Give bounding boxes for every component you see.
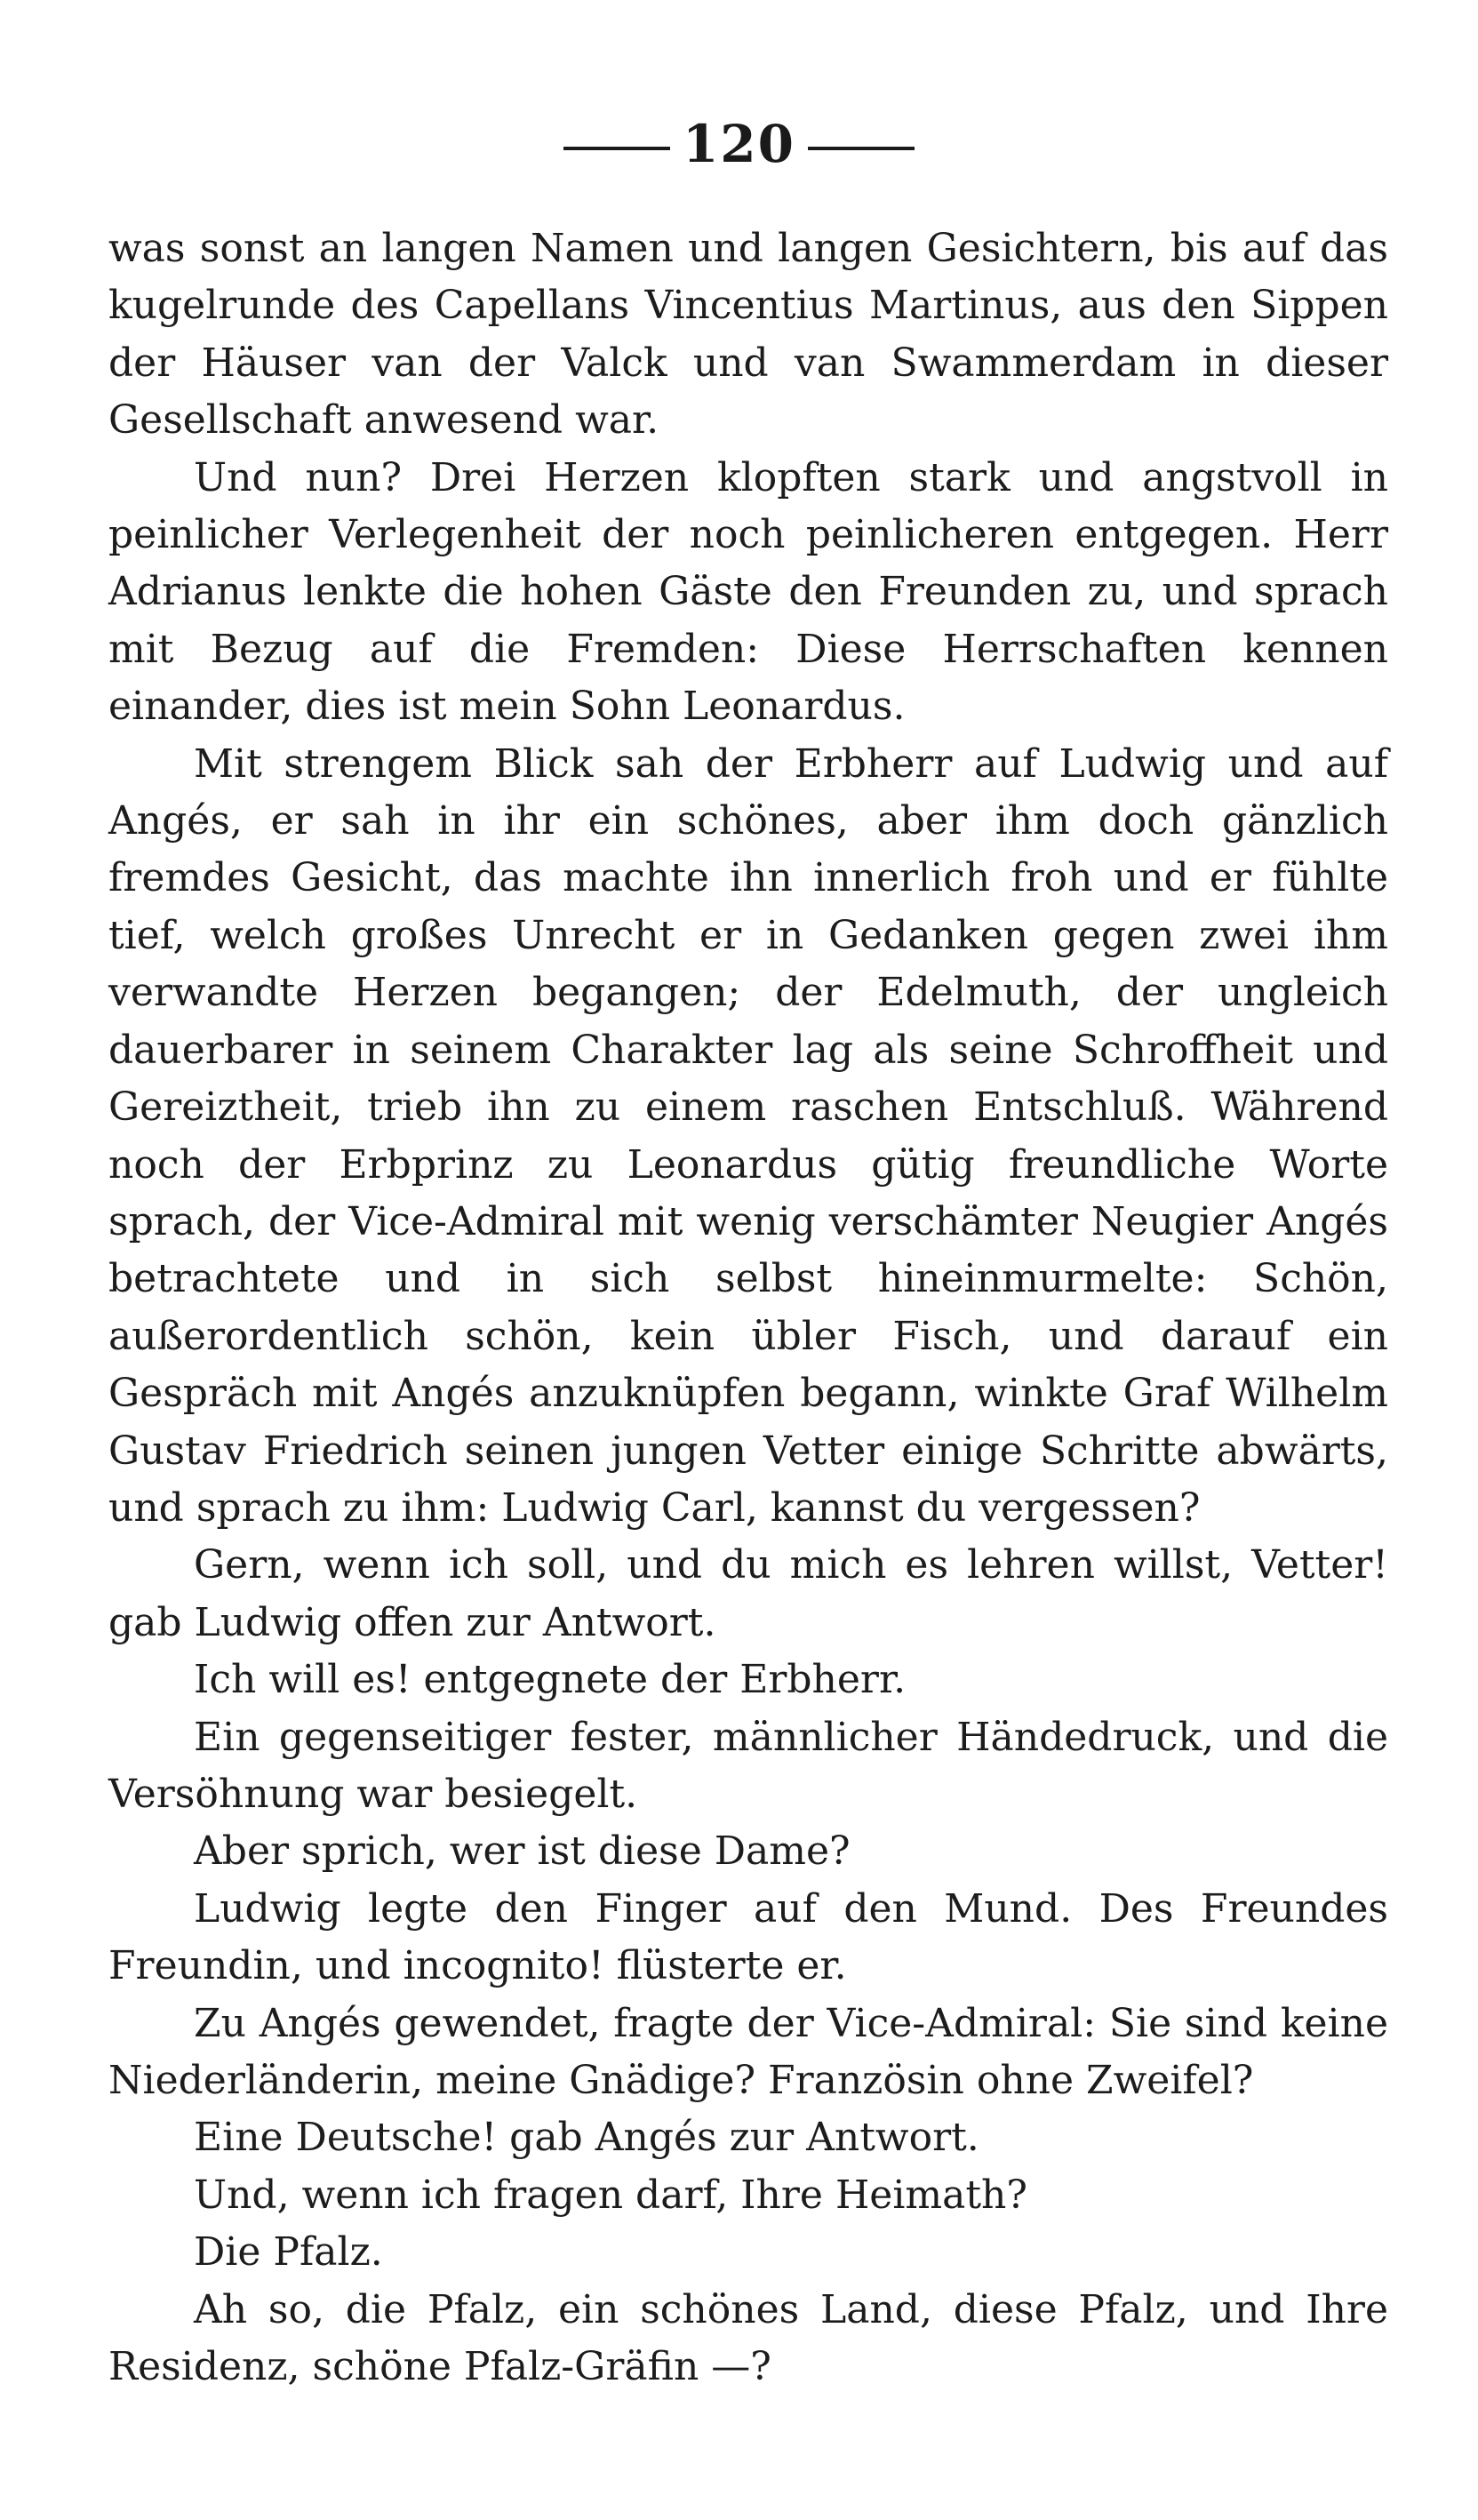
page-number: 120	[682, 114, 796, 174]
paragraph: Und nun? Drei Herzen klopften stark und angstvoll in peinlicher Verlegenheit der noch peinlicheren entgegen. Herr Adrianus lenkte die hohen Gäste den Freunden zu, und sprach mit Bezug auf die Fremden: Diese Herrschaften kennen einander, dies ist mein Sohn Leonardus.	[108, 454, 1388, 730]
paragraph: Ludwig legte den Finger auf den Mund. Des Freundes Freundin, und incognito! flüsterte er.	[108, 1885, 1388, 1989]
paragraph: Aber sprich, wer ist diese Dame?	[194, 1828, 851, 1875]
header-rule-left	[563, 147, 670, 150]
paragraph: Die Pfalz.	[194, 2229, 383, 2276]
page-header	[0, 114, 1478, 174]
paragraph: Eine Deutsche! gab Angés zur Antwort.	[194, 2115, 979, 2161]
paragraph: Und, wenn ich fragen darf, Ihre Heimath?	[194, 2172, 1027, 2218]
paragraph: Mit strengem Blick sah der Erbherr auf Ludwig und auf Angés, er sah in ihr ein schönes, aber ihm doch gänzlich fremdes Gesicht, das machte ihn innerlich froh und er fühlte tief, welch großes Unrecht er in Gedanken gegen zwei ihm verwandte Herzen begangen; der Edelmuth, der ungleich dauerbarer in seinem Charakter lag als seine Schroffheit und Gereiztheit, trieb ihn zu einem raschen Entschluß. Während noch der Erbprinz zu Leonardus gütig freundliche Worte sprach, der Vice-Admiral mit wenig verschämter Neugier Angés betrachtete und in sich selbst hineinmurmelte: Schön, außerordentlich schön, kein übler Fisch, und darauf ein Gespräch mit Angés anzuknüpfen begann, winkte Graf Wilhelm Gustav Friedrich seinen jungen Vetter einige Schritte abwärts, und sprach zu ihm: Ludwig Carl, kannst du vergessen?	[108, 740, 1388, 1531]
paragraph: Ah so, die Pfalz, ein schönes Land, diese Pfalz, und Ihre Residenz, schöne Pfalz-Gräfin —?	[108, 2286, 1388, 2390]
paragraph: Gern, wenn ich soll, und du mich es lehren willst, Vetter! gab Ludwig offen zur Antwort.	[108, 1542, 1388, 1645]
paragraph: Ein gegenseitiger fester, männlicher Händedruck, und die Versöhnung war besiegelt.	[108, 1714, 1388, 1817]
paragraph: Zu Angés gewendet, fragte der Vice-Admiral: Sie sind keine Niederländerin, meine Gnädige? Französin ohne Zweifel?	[108, 2000, 1388, 2103]
header-rule-right	[808, 147, 915, 150]
paragraph: was sonst an langen Namen und langen Gesichtern, bis auf das kugelrunde des Capellans Vincentius Martinus, aus den Sippen der Häuser van der Valck und van Swammerdam in dieser Gesellschaft anwesend war.	[108, 226, 1388, 444]
text-body	[108, 220, 1388, 2396]
paragraph: Ich will es! entgegnete der Erbherr.	[194, 1657, 907, 1703]
